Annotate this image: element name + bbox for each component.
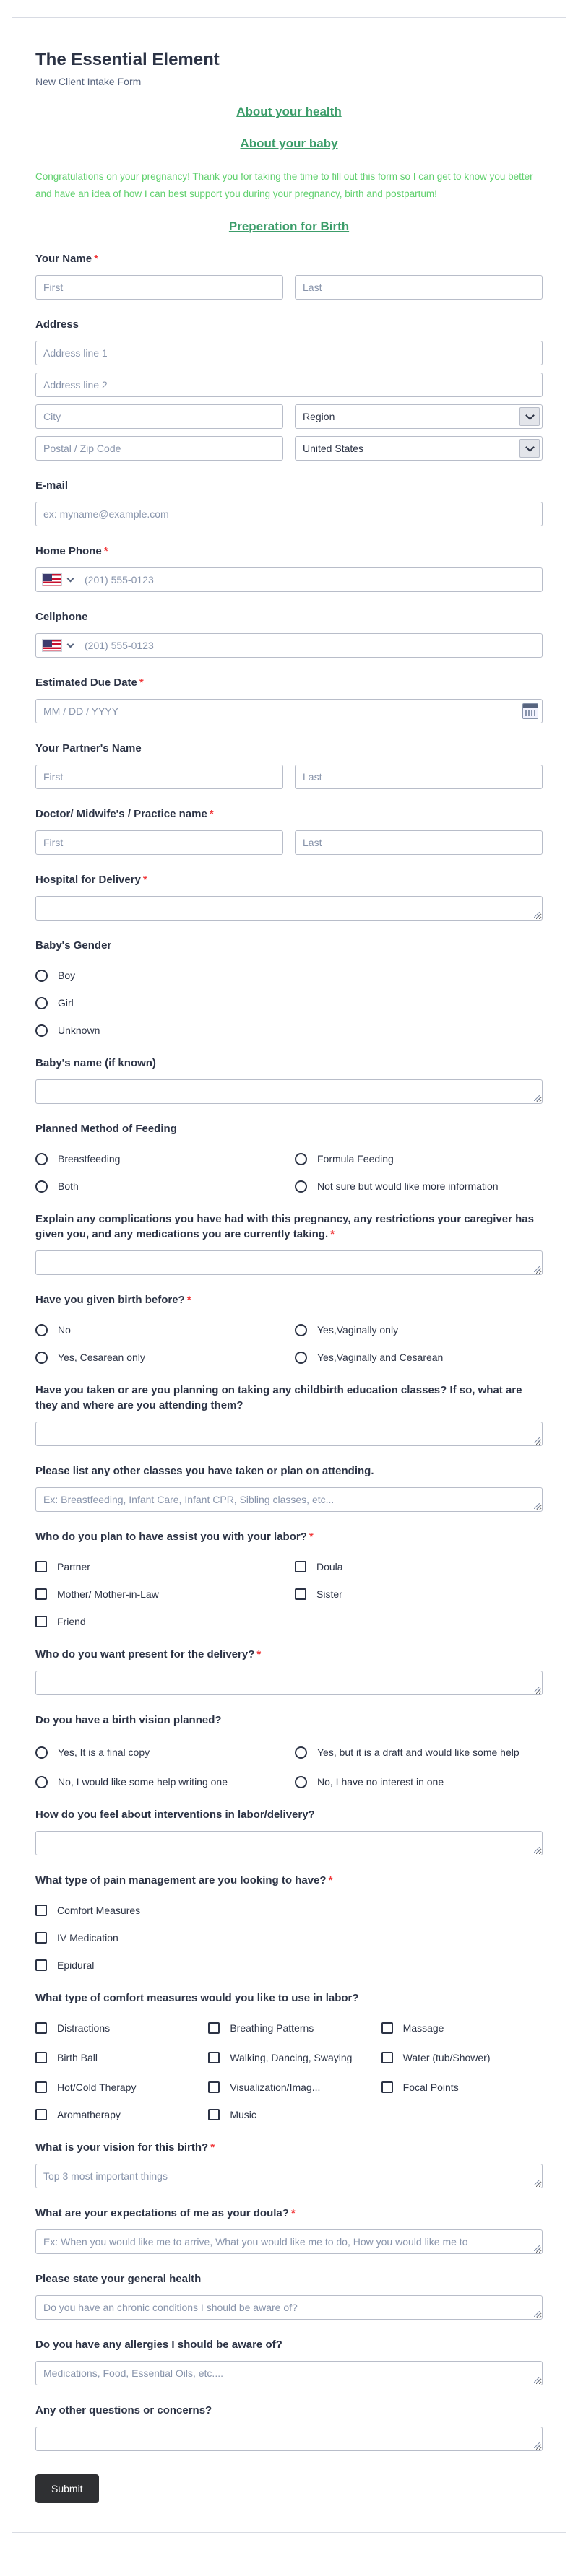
checkbox-option[interactable] <box>35 1951 543 1979</box>
label-partner-name: Your Partner's Name <box>35 742 142 755</box>
label-education: Have you taken or are you planning on taking any childbirth education classes? If so, what are they and where are you attending them? <box>35 1384 522 1412</box>
radio-button[interactable] <box>35 997 48 1009</box>
radio-button[interactable] <box>295 1352 307 1364</box>
partner-last-input[interactable] <box>295 765 543 789</box>
radio-option[interactable] <box>35 989 543 1017</box>
expectations-textarea[interactable]: Ex: When you would like me to arrive, What you would like me to do, How you would like me to <box>35 2229 543 2254</box>
field-hospital <box>35 872 543 921</box>
checkbox[interactable] <box>35 1588 47 1600</box>
option-label: Doula <box>316 1561 343 1573</box>
option-label: Girl <box>58 997 74 1009</box>
radio-option[interactable] <box>295 1344 543 1371</box>
field-complications <box>35 1211 543 1275</box>
checkbox-option[interactable] <box>35 2101 197 2128</box>
region-select-value: Region <box>303 411 335 423</box>
form-card <box>12 17 566 2533</box>
required-mark: * <box>186 1294 191 1307</box>
label-feeding: Planned Method of Feeding <box>35 1123 177 1136</box>
radio-option[interactable] <box>35 1344 283 1371</box>
option-label: Sister <box>316 1588 342 1601</box>
option-label: Yes, It is a final copy <box>58 1746 150 1758</box>
section-preparation-birth: Preperation for Birth <box>228 219 350 234</box>
country-code-select[interactable] <box>42 639 79 652</box>
label-expectations: What are your expectations of me as your doula? * <box>35 2207 296 2220</box>
field-baby-gender <box>35 938 543 1044</box>
option-label: Music <box>230 2109 256 2121</box>
label-address: Address <box>35 318 79 331</box>
checkbox-option[interactable] <box>381 2014 543 2042</box>
option-label: Birth Ball <box>57 2051 98 2063</box>
option-label: No, I would like some help writing one <box>58 1776 228 1788</box>
label-interventions: How do you feel about interventions in labor/delivery? <box>35 1809 315 1822</box>
section-about-baby: About your baby <box>240 136 338 150</box>
label-other-classes: Please list any other classes you have taken or plan on attending. <box>35 1465 374 1478</box>
complications-textarea[interactable] <box>35 1250 543 1275</box>
option-label: Breastfeeding <box>58 1153 121 1165</box>
doctor-last-input[interactable] <box>295 830 543 855</box>
cellphone-placeholder: (201) 555-0123 <box>85 640 154 652</box>
checkbox[interactable] <box>295 1561 306 1572</box>
field-baby-name <box>35 1056 543 1104</box>
label-present: Who do you want present for the delivery? * <box>35 1648 262 1661</box>
field-cellphone <box>35 609 543 658</box>
option-label: Yes,Vaginally only <box>317 1324 399 1336</box>
radio-button[interactable] <box>35 970 48 982</box>
field-other-classes <box>35 1463 543 1512</box>
checkbox-option[interactable] <box>35 1608 283 1635</box>
option-label: Distractions <box>57 2022 111 2035</box>
radio-button[interactable] <box>35 1153 48 1165</box>
checkbox-option[interactable] <box>35 1580 283 1608</box>
label-comfort: What type of comfort measures would you like to use in labor? <box>35 1992 359 2005</box>
radio-button[interactable] <box>35 1024 48 1037</box>
radio-option[interactable] <box>35 1316 283 1344</box>
checkbox-option[interactable] <box>381 2074 543 2101</box>
label-complications: Explain any complications you have had with this pregnancy, any restrictions your caregiver has given you, and any medications you are currently taking. * <box>35 1213 534 1241</box>
required-mark: * <box>309 1531 314 1544</box>
zip-input[interactable] <box>35 436 283 461</box>
checkbox[interactable] <box>381 2022 393 2034</box>
checkbox[interactable] <box>208 2052 220 2063</box>
checkbox-option[interactable] <box>35 1897 543 1924</box>
radio-option[interactable] <box>35 1768 283 1796</box>
checkbox[interactable] <box>208 2022 220 2034</box>
other-classes-textarea[interactable]: Ex: Breastfeeding, Infant Care, Infant CPR, Sibling classes, etc... <box>35 1487 543 1512</box>
required-mark: * <box>139 676 144 689</box>
option-label: Breathing Patterns <box>230 2022 314 2035</box>
label-vision-planned: Do you have a birth vision planned? <box>35 1714 222 1727</box>
option-label: Friend <box>57 1616 86 1628</box>
checkbox-option[interactable] <box>208 2074 369 2101</box>
field-present <box>35 1647 543 1695</box>
checkbox[interactable] <box>208 2109 220 2120</box>
radio-option[interactable] <box>35 1145 283 1172</box>
present-textarea[interactable] <box>35 1671 543 1695</box>
label-baby-gender: Baby's Gender <box>35 939 112 952</box>
country-select[interactable] <box>295 436 543 461</box>
first-name-input[interactable] <box>35 275 283 300</box>
country-select-value: United States <box>303 443 364 455</box>
general-health-textarea[interactable]: Do you have an chronic conditions I should be aware of? <box>35 2295 543 2320</box>
option-label: Walking, Dancing, Swaying <box>230 2051 353 2063</box>
address-line2-input[interactable] <box>35 373 543 397</box>
checkbox-option[interactable] <box>35 2014 197 2042</box>
option-label: Hot/Cold Therapy <box>57 2081 137 2094</box>
option-label: Mother/ Mother-in-Law <box>57 1588 159 1601</box>
label-questions: Any other questions or concerns? <box>35 2404 212 2417</box>
us-flag-icon <box>42 573 62 586</box>
label-general-health: Please state your general health <box>35 2273 202 2286</box>
radio-button[interactable] <box>35 1324 48 1336</box>
label-cellphone: Cellphone <box>35 611 88 624</box>
field-home-phone <box>35 544 543 592</box>
required-mark: * <box>94 253 98 266</box>
option-label: Yes, but it is a draft and would like some help <box>317 1746 519 1758</box>
checkbox[interactable] <box>35 1959 47 1971</box>
required-mark: * <box>256 1648 262 1661</box>
option-label: Visualization/Imag... <box>230 2081 321 2094</box>
radio-option[interactable] <box>295 1736 543 1768</box>
field-assist <box>35 1529 543 1635</box>
label-vision: What is your vision for this birth? * <box>35 2141 215 2154</box>
doctor-first-input[interactable] <box>35 830 283 855</box>
due-date-input[interactable] <box>35 699 543 723</box>
label-given-birth: Have you given birth before? * <box>35 1294 191 1307</box>
checkbox[interactable] <box>35 2109 47 2120</box>
field-address <box>35 317 543 461</box>
option-label: Both <box>58 1180 79 1193</box>
radio-button[interactable] <box>295 1153 307 1165</box>
radio-button[interactable] <box>295 1324 307 1336</box>
vision-textarea[interactable]: Top 3 most important things <box>35 2164 543 2188</box>
required-mark: * <box>290 2207 296 2220</box>
baby-name-textarea[interactable] <box>35 1079 543 1104</box>
checkbox[interactable] <box>381 2052 393 2063</box>
radio-button[interactable] <box>295 1776 307 1788</box>
radio-button[interactable] <box>35 1776 48 1788</box>
field-due-date <box>35 675 543 723</box>
checkbox[interactable] <box>35 1616 47 1627</box>
field-comfort <box>35 1990 543 2128</box>
region-select[interactable] <box>295 404 543 429</box>
required-mark: * <box>142 874 147 887</box>
radio-option[interactable] <box>295 1768 543 1796</box>
checkbox-option[interactable] <box>381 2042 543 2074</box>
required-mark: * <box>103 545 108 558</box>
radio-option[interactable] <box>35 1736 283 1768</box>
last-name-input[interactable] <box>295 275 543 300</box>
cellphone-input[interactable] <box>35 633 543 658</box>
chevron-down-icon <box>67 575 74 582</box>
label-your-name: Your Name * <box>35 253 98 266</box>
option-label: Yes, Cesarean only <box>58 1352 145 1364</box>
checkbox[interactable] <box>35 2022 47 2034</box>
field-interventions <box>35 1807 543 1855</box>
label-assist: Who do you plan to have assist you with your labor? * <box>35 1531 314 1544</box>
calendar-icon[interactable] <box>522 703 538 719</box>
radio-option[interactable] <box>35 1172 283 1200</box>
field-partner-name <box>35 741 543 789</box>
radio-option[interactable] <box>295 1145 543 1172</box>
country-code-select[interactable] <box>42 573 79 586</box>
submit-button[interactable]: Submit <box>35 2474 99 2503</box>
option-label: No, I have no interest in one <box>317 1776 444 1788</box>
checkbox[interactable] <box>35 2081 47 2093</box>
checkbox-option[interactable] <box>35 1553 283 1580</box>
label-hospital: Hospital for Delivery * <box>35 874 147 887</box>
label-doctor: Doctor/ Midwife's / Practice name * <box>35 808 214 821</box>
radio-option[interactable] <box>35 962 543 989</box>
option-label: Massage <box>402 2022 444 2035</box>
field-allergies <box>35 2337 543 2385</box>
checkbox-option[interactable] <box>35 2042 197 2074</box>
questions-textarea[interactable] <box>35 2427 543 2451</box>
checkbox-option[interactable] <box>35 1924 543 1951</box>
field-pain <box>35 1873 543 1979</box>
checkbox-option[interactable] <box>208 2014 369 2042</box>
option-label: Formula Feeding <box>317 1153 394 1165</box>
section-about-health: About your health <box>236 105 342 118</box>
required-mark: * <box>210 2141 215 2154</box>
education-textarea[interactable] <box>35 1422 543 1446</box>
radio-button[interactable] <box>295 1746 307 1759</box>
field-feeding <box>35 1121 543 1200</box>
label-pain: What type of pain management are you looking to have? * <box>35 1874 333 1887</box>
us-flag-icon <box>42 639 62 652</box>
home-phone-input[interactable] <box>35 567 543 592</box>
option-label: Not sure but would like more information <box>317 1180 499 1193</box>
field-vision <box>35 2140 543 2188</box>
field-education <box>35 1383 543 1446</box>
radio-button[interactable] <box>35 1180 48 1193</box>
checkbox[interactable] <box>35 2052 47 2063</box>
form-subtitle: New Client Intake Form <box>35 76 142 87</box>
required-mark: * <box>330 1228 335 1241</box>
home-phone-placeholder: (201) 555-0123 <box>85 574 154 586</box>
label-allergies: Do you have any allergies I should be aware of? <box>35 2338 282 2351</box>
option-label: IV Medication <box>57 1932 118 1944</box>
radio-button[interactable] <box>295 1180 307 1193</box>
radio-option[interactable] <box>295 1316 543 1344</box>
option-label: Partner <box>57 1561 90 1573</box>
required-mark: * <box>328 1874 333 1887</box>
label-baby-name: Baby's name (if known) <box>35 1057 156 1070</box>
option-label: Epidural <box>57 1959 95 1972</box>
checkbox-option[interactable] <box>35 2074 197 2101</box>
checkbox[interactable] <box>381 2081 393 2093</box>
option-label: Focal Points <box>402 2081 459 2094</box>
address-line1-input[interactable] <box>35 341 543 365</box>
email-input[interactable] <box>35 502 543 526</box>
option-label: No <box>58 1324 71 1336</box>
option-label: Comfort Measures <box>57 1905 141 1917</box>
checkbox-option[interactable] <box>295 1553 543 1580</box>
city-input[interactable] <box>35 404 283 429</box>
field-doctor <box>35 806 543 855</box>
field-email <box>35 478 543 526</box>
radio-button[interactable] <box>35 1746 48 1759</box>
checkbox[interactable] <box>208 2081 220 2093</box>
option-label: Water (tub/Shower) <box>402 2051 491 2063</box>
allergies-textarea[interactable]: Medications, Food, Essential Oils, etc.... <box>35 2361 543 2385</box>
required-mark: * <box>209 808 214 821</box>
chevron-down-icon <box>519 407 540 426</box>
checkbox-option[interactable] <box>295 1580 543 1608</box>
label-email: E-mail <box>35 479 69 492</box>
field-given-birth <box>35 1292 543 1371</box>
field-vision-planned <box>35 1713 543 1796</box>
field-general-health <box>35 2271 543 2320</box>
label-due-date: Estimated Due Date * <box>35 676 144 689</box>
radio-option[interactable] <box>295 1172 543 1200</box>
checkbox[interactable] <box>295 1588 306 1600</box>
interventions-textarea[interactable] <box>35 1831 543 1855</box>
intro-text: Congratulations on your pregnancy! Thank you for taking the time to fill out this form so I can get to know you better and have an idea of how I can best support you during your pregnancy, birth and postpartum! <box>35 171 533 199</box>
partner-first-input[interactable] <box>35 765 283 789</box>
label-home-phone: Home Phone * <box>35 545 108 558</box>
checkbox[interactable] <box>35 1932 47 1944</box>
chevron-down-icon <box>67 640 74 648</box>
hospital-textarea[interactable] <box>35 896 543 921</box>
radio-option[interactable] <box>35 1017 543 1044</box>
field-your-name <box>35 251 543 300</box>
field-expectations <box>35 2206 543 2254</box>
radio-button[interactable] <box>35 1352 48 1364</box>
checkbox[interactable] <box>35 1561 47 1572</box>
form-title: The Essential Element <box>35 50 220 69</box>
checkbox-option[interactable] <box>208 2101 369 2128</box>
field-questions <box>35 2403 543 2451</box>
option-label: Aromatherapy <box>57 2109 121 2121</box>
option-label: Boy <box>58 970 76 982</box>
chevron-down-icon <box>519 439 540 458</box>
option-label: Yes,Vaginally and Cesarean <box>317 1352 444 1364</box>
checkbox-option[interactable] <box>208 2042 369 2074</box>
checkbox[interactable] <box>35 1905 47 1916</box>
option-label: Unknown <box>58 1024 100 1037</box>
